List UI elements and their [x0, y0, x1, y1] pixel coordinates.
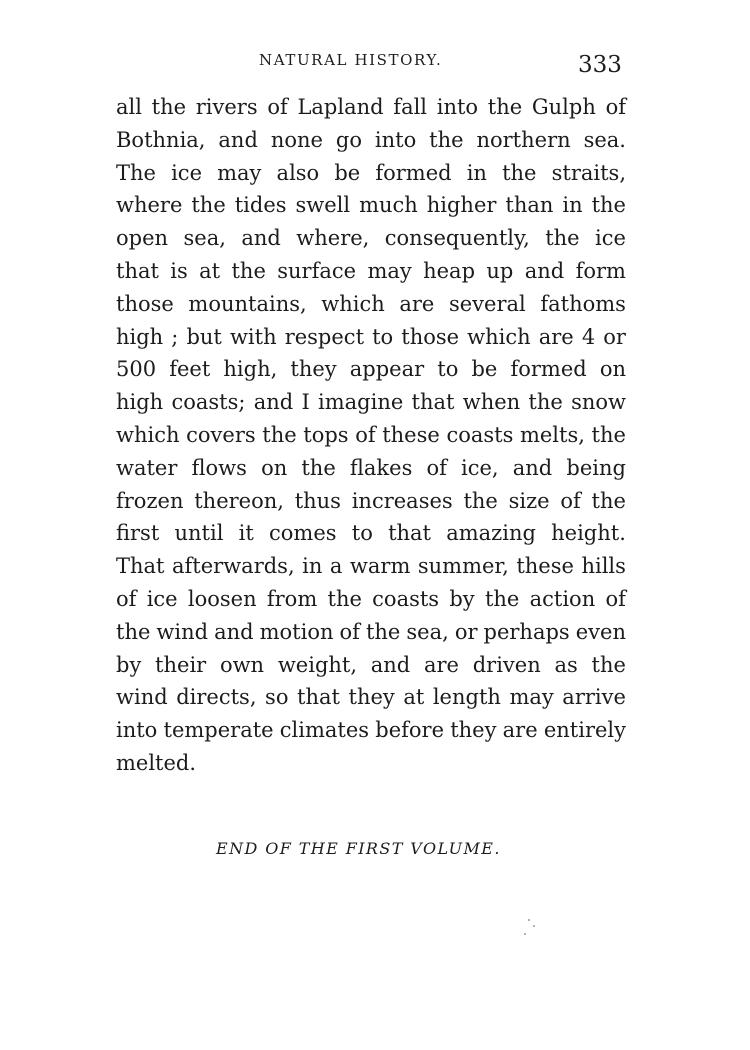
word: the — [231, 258, 266, 283]
word: warm — [349, 554, 411, 579]
word: consequently, — [384, 226, 530, 251]
word: afterwards, — [172, 554, 295, 579]
word: fall — [393, 95, 428, 119]
word: length — [432, 685, 501, 710]
word: they — [290, 357, 337, 382]
ink-speck — [528, 919, 530, 921]
text-line — [116, 485, 626, 518]
text-line — [116, 288, 626, 321]
word: perhaps — [483, 619, 570, 644]
word: when — [462, 390, 521, 415]
word: a — [329, 554, 343, 579]
word: own — [219, 652, 265, 677]
word: at — [199, 258, 221, 283]
word: in — [302, 554, 323, 579]
word: even — [575, 619, 626, 644]
word: motion — [259, 619, 334, 644]
word: higher — [426, 193, 497, 218]
word: directs, — [176, 685, 257, 710]
word: into — [374, 127, 417, 152]
word: snow — [571, 390, 626, 415]
word: they — [450, 718, 497, 743]
word: the — [591, 652, 626, 677]
word: the — [365, 619, 401, 644]
word: northern — [476, 127, 571, 152]
word: are — [538, 324, 574, 349]
word: straits, — [551, 160, 626, 185]
text-line — [116, 91, 626, 124]
word: or — [454, 619, 478, 644]
word: of — [605, 586, 626, 611]
word: by — [449, 586, 475, 611]
word: frozen — [116, 488, 184, 513]
text-line — [116, 124, 626, 157]
word: which — [116, 422, 180, 447]
text-line — [116, 353, 626, 386]
word: 4 — [581, 324, 596, 349]
word: are — [502, 718, 538, 743]
word: Lapland — [297, 95, 384, 119]
word: and — [214, 619, 254, 644]
word: up — [486, 258, 514, 283]
word: from — [266, 586, 318, 611]
word: open — [116, 226, 169, 251]
word: the — [463, 488, 498, 513]
text-line — [116, 714, 626, 747]
word: the — [591, 422, 626, 447]
word: That — [116, 554, 165, 579]
word: that — [388, 521, 431, 546]
word: height. — [551, 521, 626, 546]
word: of — [560, 488, 581, 513]
word: go — [335, 127, 362, 152]
word: it — [238, 521, 254, 546]
word: surface — [277, 258, 357, 283]
word: on — [599, 357, 626, 382]
word: tides — [234, 193, 287, 218]
word: that — [297, 685, 340, 710]
word: which — [467, 324, 531, 349]
word: thus — [294, 488, 341, 513]
word: coasts; — [171, 390, 246, 415]
word: wind — [116, 685, 168, 710]
text-line — [116, 452, 626, 485]
word: hills — [581, 554, 626, 579]
word: may — [217, 160, 262, 185]
word: I — [301, 390, 310, 415]
word: than — [505, 193, 554, 218]
word: with — [229, 324, 277, 349]
word: their — [155, 652, 207, 677]
word: is — [170, 258, 188, 283]
word: The — [116, 160, 156, 185]
word: and — [512, 455, 553, 480]
word: arrive — [562, 685, 626, 710]
word: the — [591, 193, 626, 218]
word: much — [359, 193, 418, 218]
word: amazing — [446, 521, 536, 546]
word: imagine — [318, 390, 404, 415]
word: water — [116, 455, 178, 480]
word: first — [116, 521, 160, 546]
word: entirely — [543, 718, 626, 743]
word: into — [436, 95, 479, 119]
word: the — [429, 127, 464, 152]
word: and — [370, 652, 411, 677]
text-line — [116, 583, 626, 616]
word: the — [301, 455, 336, 480]
word: that — [411, 390, 455, 415]
body-text — [116, 91, 626, 780]
word: rivers — [195, 95, 258, 119]
word: thereon, — [194, 488, 284, 513]
word: comes — [269, 521, 337, 546]
word: size — [508, 488, 550, 513]
word: to — [372, 324, 394, 349]
word: action — [529, 586, 596, 611]
word: sea, — [183, 226, 226, 251]
text-line — [116, 255, 626, 288]
word: ; — [171, 324, 179, 349]
word: may — [367, 258, 412, 283]
word: heap — [423, 258, 476, 283]
word: covers — [186, 422, 256, 447]
word: of — [426, 455, 447, 480]
end-of-volume-note: END OF THE FIRST VOLUME. — [216, 839, 501, 858]
word: where — [116, 193, 183, 218]
word: appear — [349, 357, 425, 382]
word: fathoms — [540, 291, 626, 316]
word: tops — [303, 422, 349, 447]
word: the — [191, 193, 226, 218]
ink-speck — [524, 933, 526, 935]
word: are — [399, 291, 435, 316]
word: increases — [351, 488, 453, 513]
word: so — [265, 685, 289, 710]
word: driven — [472, 652, 541, 677]
word: Bothnia, — [116, 127, 206, 152]
word: coasts — [372, 586, 440, 611]
running-head: NATURAL HISTORY. — [259, 51, 443, 69]
word: ice — [595, 226, 626, 251]
text-line — [116, 550, 626, 583]
word: the — [591, 488, 626, 513]
word: ice — [146, 586, 178, 611]
word: may — [509, 685, 554, 710]
word: to — [437, 357, 459, 382]
text-line — [116, 222, 626, 255]
text-line — [116, 616, 626, 649]
word: formed — [510, 357, 587, 382]
word: and — [253, 390, 294, 415]
word: and — [524, 258, 565, 283]
word: be — [334, 160, 361, 185]
word: high — [116, 324, 164, 349]
word: flakes — [349, 455, 413, 480]
word: melts, — [519, 422, 585, 447]
word: of — [605, 95, 626, 119]
word: ice, — [461, 455, 499, 480]
word: and — [241, 226, 281, 251]
text-line — [116, 747, 626, 780]
word: sea. — [583, 127, 626, 152]
word: to — [351, 521, 373, 546]
word: of — [355, 422, 376, 447]
text-line — [116, 386, 626, 419]
word: by — [116, 652, 142, 677]
word: flows — [191, 455, 247, 480]
word: high — [116, 390, 164, 415]
word: or — [603, 324, 626, 349]
word: as — [554, 652, 578, 677]
word: summer, — [417, 554, 509, 579]
word: weight, — [277, 652, 358, 677]
word: in — [466, 160, 487, 185]
word: feet — [169, 357, 211, 382]
word: high, — [223, 357, 278, 382]
word: the — [151, 95, 187, 119]
text-line — [116, 649, 626, 682]
word: the — [262, 422, 297, 447]
text-line — [116, 189, 626, 222]
page-number: 333 — [578, 52, 622, 78]
word: of — [116, 586, 137, 611]
word: none — [270, 127, 323, 152]
ink-speck — [533, 925, 535, 927]
word: all — [116, 95, 142, 119]
word: the — [327, 586, 362, 611]
word: on — [261, 455, 288, 480]
word: sea, — [406, 619, 449, 644]
word: also — [276, 160, 320, 185]
word: these — [382, 422, 440, 447]
word: ice — [171, 160, 202, 185]
word: climates — [279, 718, 370, 743]
word: formed — [375, 160, 452, 185]
word: the — [487, 95, 523, 119]
word: at — [403, 685, 425, 710]
word: form — [575, 258, 626, 283]
word: those — [116, 291, 174, 316]
word: wind — [156, 619, 209, 644]
word: they — [348, 685, 395, 710]
word: temperate — [163, 718, 274, 743]
word: 500 — [116, 357, 157, 382]
word: these — [516, 554, 574, 579]
text-line — [116, 681, 626, 714]
word: melted. — [116, 750, 197, 775]
word: several — [448, 291, 526, 316]
word: those — [401, 324, 460, 349]
word: loosen — [187, 586, 257, 611]
word: but — [186, 324, 222, 349]
word: the — [116, 619, 151, 644]
word: be — [471, 357, 498, 382]
word: swell — [295, 193, 351, 218]
word: and — [218, 127, 258, 152]
text-line — [116, 157, 626, 190]
word: the — [484, 586, 520, 611]
word: in — [562, 193, 583, 218]
word: the — [545, 226, 580, 251]
word: until — [174, 521, 224, 546]
text-line — [116, 419, 626, 452]
word: which — [321, 291, 385, 316]
word: where, — [296, 226, 370, 251]
word: respect — [284, 324, 365, 349]
word: Gulph — [531, 95, 596, 119]
text-line — [116, 517, 626, 550]
word: before — [375, 718, 445, 743]
word: that — [116, 258, 159, 283]
word: being — [566, 455, 626, 480]
word: into — [116, 718, 158, 743]
word: coasts — [446, 422, 514, 447]
word: mountains, — [188, 291, 307, 316]
word: the — [502, 160, 537, 185]
word: are — [424, 652, 459, 677]
text-line — [116, 321, 626, 354]
word: of — [339, 619, 360, 644]
word: of — [267, 95, 288, 119]
word: the — [528, 390, 563, 415]
